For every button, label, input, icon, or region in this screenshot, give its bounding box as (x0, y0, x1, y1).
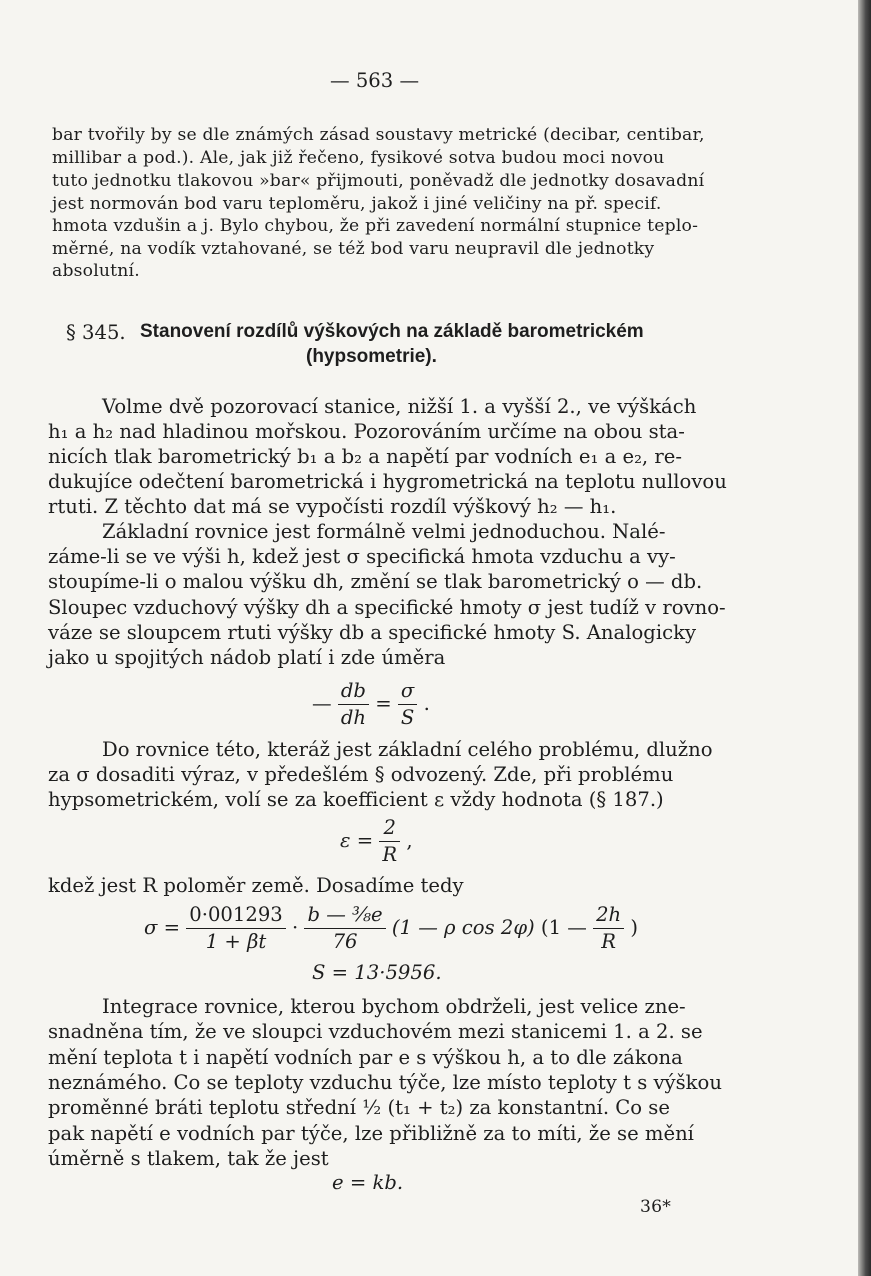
text-line: kdež jest R poloměr země. Dosadíme tedy (48, 874, 464, 897)
fraction-2-over-r (379, 815, 400, 868)
text-line: mění teplota t i napětí vodních par e s výškou h, a to dle zákona (48, 1046, 683, 1069)
fraction-pressure (304, 902, 385, 955)
frac-denominator: R (601, 930, 617, 953)
text-line: stoupíme-li o malou výšku dh, změní se tlak barometrický o — db. (48, 570, 703, 593)
text-line: Integrace rovnice, kterou bychom obdrželi, jest velice zne- (102, 995, 686, 1018)
text-line: váze se sloupcem rtuti výšky db a specifické hmoty S. Analogicky (48, 621, 697, 644)
frac-denominator: dh (340, 706, 366, 729)
eq-dot: · (292, 916, 299, 939)
text-line: dukujíce odečtení barometrická i hygrometrická na teplotu nullovou (48, 470, 727, 493)
text-line: jako u spojitých nádob platí i zde úměra (48, 646, 446, 669)
text-line: hypsometrickém, volí se za koefficient ε vždy hodnota (§ 187.) (48, 788, 664, 811)
fraction-density (186, 902, 286, 955)
eq-lhs: σ = (144, 916, 181, 939)
eq-latitude-factor: (1 — ρ cos 2φ) (391, 916, 535, 939)
fraction-db-dh (338, 678, 369, 731)
text-line: jest normován bod varu teploměru, jakož i jiné veličiny na př. specif. (52, 194, 662, 214)
frac-numerator: db (338, 678, 369, 705)
equation-sigma (144, 902, 638, 955)
text-line: Volme dvě pozorovací stanice, nižší 1. a vyšší 2., ve výškách (102, 395, 697, 418)
frac-denominator: S (400, 706, 415, 729)
frac-numerator: b — ⅜e (304, 902, 385, 929)
frac-denominator: 1 + βt (205, 930, 267, 953)
frac-numerator: σ (398, 678, 417, 705)
section-title-line2: (hypsometrie). (306, 346, 437, 367)
equation-e-kb: e = kb. (332, 1171, 404, 1194)
eq-bracket-close: ) (630, 916, 639, 939)
frac-denominator: R (382, 843, 398, 866)
frac-numerator: 0·001293 (186, 902, 286, 929)
eq-comma: , (406, 829, 413, 852)
text-line: bar tvořily by se dle známých zásad soustavy metrické (decibar, centibar, (52, 125, 705, 145)
fraction-2h-r (593, 902, 624, 955)
eq-period: . (423, 692, 430, 715)
text-line: rtuti. Z těchto dat má se vypočísti rozdíl výškový h₂ — h₁. (48, 495, 617, 518)
text-line: pak napětí e vodních par týče, lze přibližně za to míti, že se mění (48, 1122, 694, 1145)
equation-proportion (312, 678, 430, 731)
eq-equals-sign: = (375, 692, 392, 715)
text-line: záme-li se ve výši h, kdež jest σ specifická hmota vzduchu a vy- (48, 545, 676, 568)
book-spine-edge (858, 0, 871, 1276)
frac-denominator: 76 (332, 930, 358, 953)
text-line: proměnné bráti teplotu střední ½ (t₁ + t₂) za konstantní. Co se (48, 1096, 670, 1119)
frac-numerator: 2 (379, 815, 400, 842)
section-number: § 345. (66, 321, 126, 344)
text-line: Do rovnice této, kteráž jest základní celého problému, dlužno (102, 738, 713, 761)
equation-epsilon (340, 815, 413, 868)
text-line: millibar a pod.). Ale, jak již řečeno, fysikové sotva budou moci novou (52, 148, 665, 168)
text-line: hmota vzdušin a j. Bylo chybou, že při zavedení normální stupnice teplo- (52, 216, 699, 236)
fraction-sigma-s (398, 678, 417, 731)
section-title-line1: Stanovení rozdílů výškových na základě barometrickém (140, 321, 644, 342)
page-number: — 563 — (330, 69, 420, 92)
text-line: úměrně s tlakem, tak že jest (48, 1147, 329, 1170)
text-line: Základní rovnice jest formálně velmi jednoduchou. Nalé- (102, 520, 666, 543)
eq-lhs: ε = (340, 829, 374, 852)
text-line: snadněna tím, že ve sloupci vzduchovém mezi stanicemi 1. a 2. se (48, 1020, 703, 1043)
text-line: měrné, na vodík vztahované, se též bod varu neupravil dle jednotky (52, 239, 655, 259)
eq-bracket-open: (1 — (540, 916, 587, 939)
text-line: nicích tlak barometrický b₁ a b₂ a napětí par vodních e₁ a e₂, re- (48, 445, 682, 468)
text-line: tuto jednotku tlakovou »bar« přijmouti, poněvadž dle jednotky dosavadní (52, 171, 705, 191)
signature-mark: 36* (640, 1197, 672, 1217)
text-line: za σ dosaditi výraz, v předešlém § odvozený. Zde, při problému (48, 763, 674, 786)
text-line: h₁ a h₂ nad hladinou mořskou. Pozorováním určíme na obou sta- (48, 420, 685, 443)
text-line: absolutní. (52, 261, 140, 281)
equation-s-value: S = 13·5956. (312, 961, 442, 984)
eq-minus-sign: — (312, 692, 332, 715)
frac-numerator: 2h (593, 902, 624, 929)
text-line: Sloupec vzduchový výšky dh a specifické hmoty σ jest tudíž v rovno- (48, 596, 726, 619)
text-line: neznámého. Co se teploty vzduchu týče, lze místo teploty t s výškou (48, 1071, 722, 1094)
